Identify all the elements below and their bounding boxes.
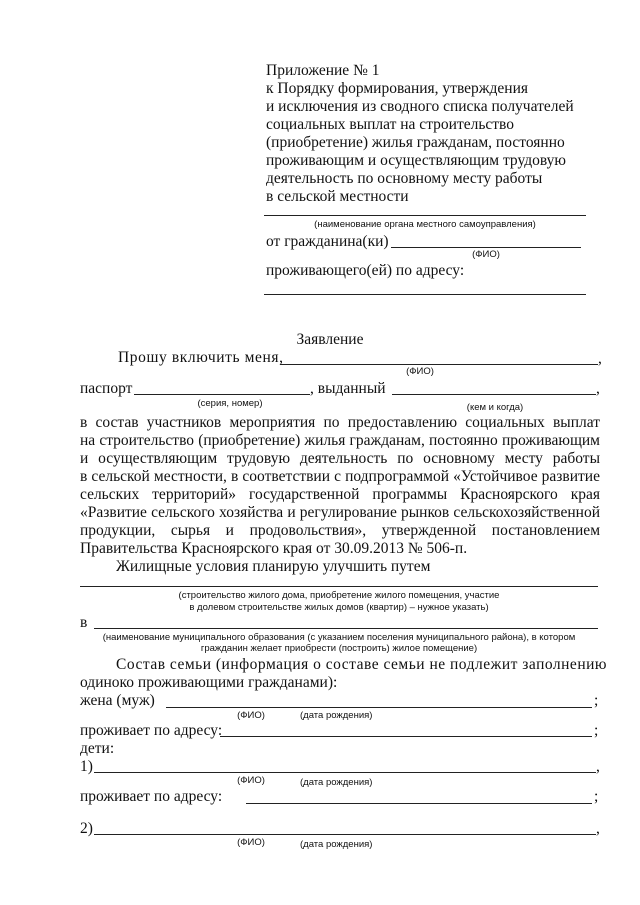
appendix-line: (приобретение) жилья гражданам, постоянно [266, 134, 565, 151]
spouse-fio-hint: (ФИО) [237, 710, 265, 721]
applicant-fio-hint: (ФИО) [406, 366, 434, 377]
spouse-label: жена (муж) [80, 692, 155, 709]
children-label: дети: [80, 740, 115, 757]
child-2-field[interactable] [94, 834, 596, 835]
housing-method-hint: (строительство жилого дома, приобретение жилого помещения, участие [178, 590, 500, 601]
statement-body-line: в состав участников мероприятия по предоставлению социальных выплат [80, 414, 600, 431]
family-intro: одиноко проживающими гражданами): [80, 674, 338, 691]
child-2-number: 2) [80, 820, 93, 837]
request-label: Прошу включить меня, [118, 349, 284, 366]
applicant-fio-field[interactable] [280, 364, 598, 365]
statement-title: Заявление [296, 331, 364, 348]
spouse-address-field[interactable] [220, 736, 592, 737]
statement-body-line: сельских территорий» государственной программы Красноярского края [80, 486, 600, 503]
spouse-field[interactable] [166, 707, 592, 708]
appendix-line: социальных выплат на строительство [266, 116, 515, 133]
residence-label: проживающего(ей) по адресу: [266, 262, 465, 279]
child-1-field[interactable] [94, 772, 596, 773]
child-2-birth-hint: (дата рождения) [300, 839, 373, 850]
child-1-address-label: проживает по адресу: [80, 788, 223, 805]
citizen-fio-field[interactable] [391, 247, 581, 248]
semicolon-mark: ; [594, 722, 599, 739]
residence-address-field[interactable] [264, 294, 586, 295]
municipality-field[interactable] [94, 628, 598, 629]
statement-body-line: в сельской местности, в соответствии с подпрограммой «Устойчивое развитие [80, 468, 600, 485]
passport-label: паспорт [80, 380, 133, 397]
appendix-line: и исключения из сводного списка получателей [266, 98, 574, 115]
municipality-hint: гражданин желает приобрести (построить) жилое помещение) [200, 643, 478, 654]
appendix-line: деятельность по основному месту работы [266, 170, 543, 187]
passport-number-field[interactable] [134, 394, 310, 395]
comma-mark: , [596, 820, 600, 837]
appendix-title: Приложение № 1 [266, 62, 380, 79]
from-citizen-label: от гражданина(ки) [266, 233, 389, 250]
housing-method-label: Жилищные условия планирую улучшить путем [116, 558, 431, 575]
comma-mark: , [596, 380, 600, 397]
passport-issuer-hint: (кем и когда) [466, 402, 524, 413]
in-label: в [80, 614, 88, 631]
semicolon-mark: ; [594, 692, 599, 709]
statement-body-line: Правительства Красноярского края от 30.09.2013 № 506-п. [80, 540, 468, 557]
child-1-address-field[interactable] [246, 803, 592, 804]
child-1-birth-hint: (дата рождения) [300, 777, 373, 788]
municipality-hint: (наименование муниципального образования (с указанием поселения муниципального района), в котором [102, 632, 576, 643]
family-intro: Состав семьи (информация о составе семьи не подлежит заполнению [116, 656, 607, 673]
housing-method-hint: в долевом строительстве жилых домов (квартир) – нужное указать) [189, 602, 489, 613]
statement-body-line: продукции, сырья и продовольствия», утвержденной постановлением [80, 522, 600, 539]
passport-series-hint: (серия, номер) [197, 398, 263, 409]
comma-mark: , [598, 350, 602, 367]
statement-body-line: «Развитие сельского хозяйства и регулирование рынков сельскохозяйственной [80, 504, 600, 521]
org-name-hint: (наименование органа местного самоуправления) [314, 219, 536, 230]
appendix-line: в сельской местности [266, 188, 409, 205]
child-1-number: 1) [80, 758, 93, 775]
spouse-birth-hint: (дата рождения) [300, 710, 373, 721]
citizen-fio-hint: (ФИО) [472, 249, 500, 260]
child-1-fio-hint: (ФИО) [237, 775, 265, 786]
comma-mark: , [596, 758, 600, 775]
statement-body-line: и осуществляющим трудовую деятельность по основному месту работы [80, 450, 600, 467]
org-name-field[interactable] [264, 215, 586, 216]
statement-body-line: на строительство (приобретение) жилья гражданам, постоянно проживающим [80, 432, 600, 449]
appendix-line: проживающим и осуществляющим трудовую [266, 152, 566, 169]
semicolon-mark: ; [594, 788, 599, 805]
housing-method-field[interactable] [80, 586, 598, 587]
passport-issuer-field[interactable] [392, 394, 596, 395]
spouse-address-label: проживает по адресу: [80, 722, 223, 739]
issued-label: , выданный [310, 380, 386, 397]
child-2-fio-hint: (ФИО) [237, 837, 265, 848]
appendix-line: к Порядку формирования, утверждения [266, 80, 529, 97]
